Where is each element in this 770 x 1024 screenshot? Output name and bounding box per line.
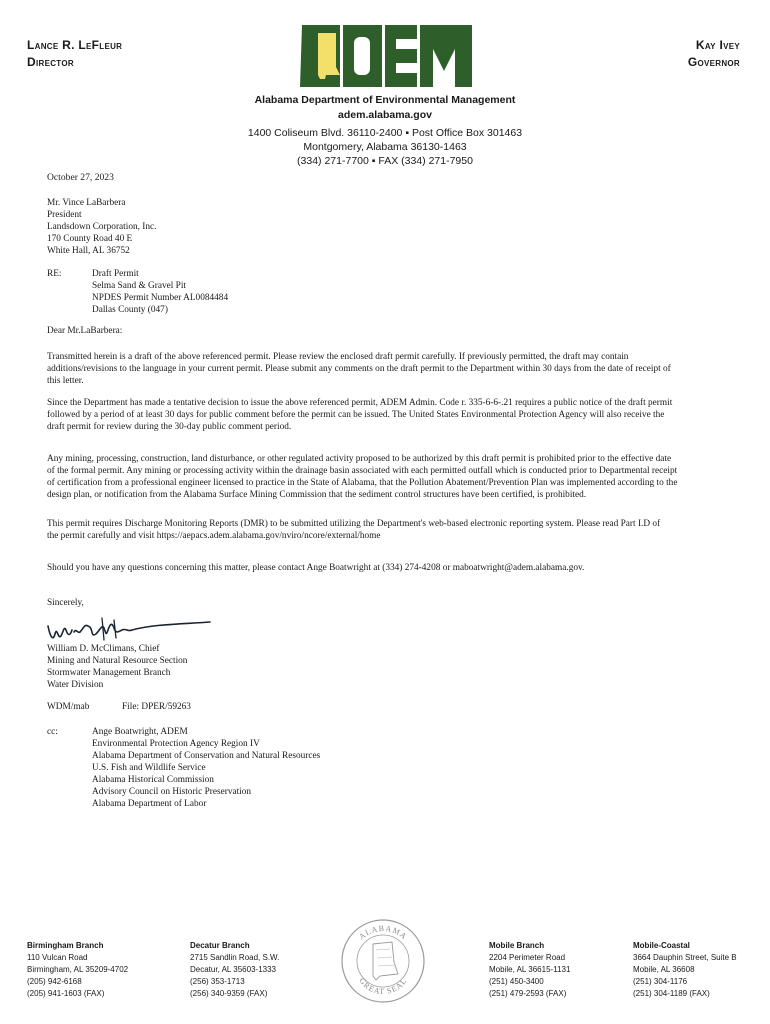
salutation: Dear Mr.LaBarbera: <box>47 326 123 336</box>
re-line: Draft Permit <box>92 269 139 279</box>
re-line: Selma Sand & Gravel Pit <box>92 281 186 291</box>
branch-name: Mobile-Coastal <box>633 941 690 950</box>
branch-line: Birmingham, AL 35209-4702 <box>27 965 129 974</box>
cc-item: Alabama Department of Labor <box>92 799 207 809</box>
re-block <box>92 268 228 316</box>
phone-line: (334) 271-7700 ▪ FAX (334) 271-7950 <box>297 155 473 167</box>
cc-list <box>92 726 320 810</box>
branch-line: Decatur, AL 35603-1333 <box>190 965 276 974</box>
recipient-line: Landsdown Corporation, Inc. <box>47 222 157 232</box>
paragraph-line: additions/revisions to the language in your current permit. Please submit any comments on the draft permit to the Department within 30 days from the date of receipt of <box>47 364 671 374</box>
branch-line: 3664 Dauphin Street, Suite B <box>633 953 737 962</box>
cc-item: Ange Boatwright, ADEM <box>92 727 188 737</box>
agency-name: Alabama Department of Environmental Management <box>254 94 516 106</box>
file-reference: File: DPER/59263 <box>122 702 191 712</box>
branch-name: Decatur Branch <box>190 941 250 950</box>
recipient-line: Mr. Vince LaBarbera <box>47 198 126 208</box>
branch-line: 2715 Sandlin Road, S.W. <box>190 953 280 962</box>
footer-branch-mobile <box>489 940 570 1000</box>
adem-logo <box>296 25 472 87</box>
svg-text:GREAT SEAL <box>357 976 409 996</box>
branch-name: Birmingham Branch <box>27 941 104 950</box>
paragraph-line: draft permit for review during the 30-day public comment period. <box>47 422 292 432</box>
alabama-great-seal <box>340 918 426 1004</box>
paragraph-line: this letter. <box>47 376 84 386</box>
paragraph-2 <box>47 397 727 433</box>
paragraph-5: Should you have any questions concerning this matter, please contact Ange Boatwright at (334) 274-4208 or maboatwright@adem.alabama.gov. <box>47 563 585 573</box>
signature-block <box>47 643 187 691</box>
letter-date: October 27, 2023 <box>47 172 114 183</box>
branch-line: Mobile, AL 36608 <box>633 965 695 974</box>
address-line-2: Montgomery, Alabama 36130-1463 <box>303 141 467 153</box>
branch-line: (251) 479-2593 (FAX) <box>489 989 567 998</box>
cc-item: U.S. Fish and Wildlife Service <box>92 763 206 773</box>
cc-item: Environmental Protection Agency Region IV <box>92 739 260 749</box>
branch-line: (205) 941-1603 (FAX) <box>27 989 105 998</box>
paragraph-1 <box>47 351 727 387</box>
cc-label: cc: <box>47 727 58 737</box>
cc-item: Alabama Historical Commission <box>92 775 214 785</box>
branch-line: (251) 304-1176 <box>633 977 688 986</box>
signature-line: Water Division <box>47 680 104 690</box>
seal-bottom-text: GREAT SEAL <box>357 976 409 997</box>
cc-item: Alabama Department of Conservation and Natural Resources <box>92 751 321 761</box>
seal-graphic <box>340 918 426 1004</box>
paragraph-line: Any mining, processing, construction, land disturbance, or other regulated activity proposed to be authorized by this draft permit is prohibited prior to the effective date <box>47 454 672 464</box>
branch-line: Mobile, AL 36615-1131 <box>489 965 571 974</box>
address-line-1: 1400 Coliseum Blvd. 36110-2400 ▪ Post Office Box 301463 <box>247 127 523 139</box>
svg-text:ALABAMA <box>357 924 409 941</box>
director-title: Director <box>27 55 74 69</box>
governor-title: Governor <box>687 55 740 69</box>
branch-line: (256) 353-1713 <box>190 977 245 986</box>
seal-top-text: ALABAMA <box>357 923 409 942</box>
re-line: Dallas County (047) <box>92 305 168 315</box>
recipient-line: 170 County Road 40 E <box>47 234 133 244</box>
paragraph-line: This permit requires Discharge Monitoring Reports (DMR) to be submitted utilizing the Department's web-based electronic reporting system. Please read Part I.D of <box>47 519 661 529</box>
signature-line: Stormwater Management Branch <box>47 668 171 678</box>
branch-line: (251) 304-1189 (FAX) <box>633 989 710 998</box>
recipient-block <box>47 197 156 257</box>
branch-line: (251) 450-3400 <box>489 977 544 986</box>
footer-branch-decatur <box>190 940 279 1000</box>
branch-line: 110 Vulcan Road <box>27 953 88 962</box>
paragraph-line: of certification from a professional engineer licensed to practice in the State of Alabama, that the Pollution Abatement/Prevention Plan was implemented according to the <box>47 478 678 488</box>
recipient-line: White Hall, AL 36752 <box>47 246 130 256</box>
branch-line: 2204 Perimeter Road <box>489 953 566 962</box>
paragraph-line: design plan, or notification from the Alabama Surface Mining Commission that the sediment control structures have been certified, is prohibited. <box>47 490 587 500</box>
paragraph-3 <box>47 453 727 501</box>
branch-line: (256) 340-9359 (FAX) <box>190 989 268 998</box>
signature-line: William D. McClimans, Chief <box>47 644 160 654</box>
paragraph-line: followed by a period of at least 30 days for public comment before the permit can be issued. The United States Environmental Protection Agency will also receive the <box>47 410 665 420</box>
adem-logo-graphic <box>296 25 472 87</box>
cc-item: Advisory Council on Historic Preservation <box>92 787 252 797</box>
paragraph-line: Since the Department has made a tentative decision to issue the above referenced permit, ADEM Admin. Code r. 335-6-6-.21 requires a public notice of the draft permit <box>47 398 673 408</box>
initials: WDM/mab <box>47 702 90 712</box>
footer-branch-mobile-coastal <box>633 940 737 1000</box>
signature-line: Mining and Natural Resource Section <box>47 656 188 666</box>
branch-name: Mobile Branch <box>489 941 545 950</box>
paragraph-line: the permit carefully and visit https://aepacs.adem.alabama.gov/nviro/ncore/external/home <box>47 531 381 541</box>
governor-name: Kay Ivey <box>695 38 740 52</box>
agency-website: adem.alabama.gov <box>338 109 432 121</box>
director-name: Lance R. LeFleur <box>27 38 123 52</box>
paragraph-line: of the formal permit. Any mining or processing activity within the drainage basin associated with each permitted outfall which is conducted prior to Departmental receipt <box>47 466 678 476</box>
paragraph-line: Transmitted herein is a draft of the above referenced permit. Please review the enclosed draft permit carefully. If previously permitted, the draft may contain <box>47 352 629 362</box>
branch-line: (205) 942-6168 <box>27 977 82 986</box>
recipient-line: President <box>47 210 82 220</box>
closing: Sincerely, <box>47 598 84 608</box>
re-label: RE: <box>47 269 62 279</box>
re-line: NPDES Permit Number AL0084484 <box>92 293 229 303</box>
paragraph-4 <box>47 518 727 542</box>
footer-branch-birmingham <box>27 940 128 1000</box>
